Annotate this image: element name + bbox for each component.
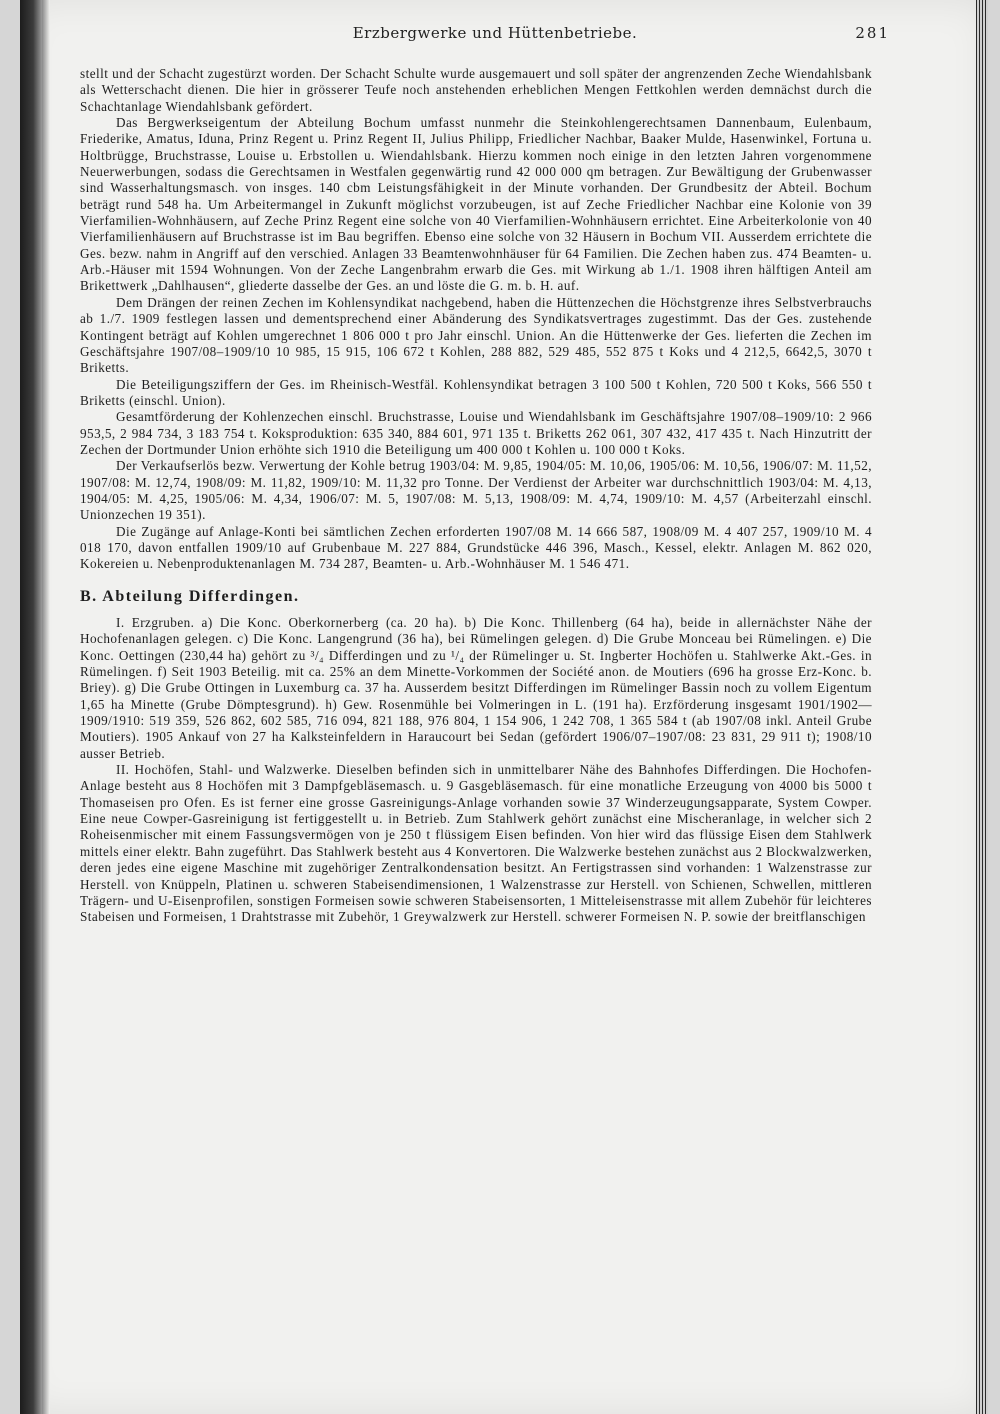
page-gutter	[42, 0, 50, 1414]
paragraph: I. Erzgruben. a) Die Konc. Oberkornerberg (ca. 20 ha). b) Die Konc. Thillenberg (64 ha), beide in allernächster Nähe der Hochofenanlagen gelegen. c) Die Konc. Langengrund (36 ha), bei Rümelingen gelegen. d) Die Grube Monceau bei Rümelingen. e) Die Konc. Oettingen (230,44 ha) gehört zu ³/₄ Differdingen und zu ¹/₄ der Rümelinger u. St. Ingberter Hochöfen u. Stahlwerke Akt.-Ges. in Rümelingen. f) Seit 1903 Beteilig. mit ca. 25% an dem Minette-Vorkommen der Société anon. de Moutiers (696 ha grosse Erz-Konc. b. Briey). g) Die Grube Ottingen in Luxemburg ca. 37 ha. Ausserdem besitzt Differdingen im Rümelinger Bassin noch zu vollem Eigentum 1,65 ha Minette (Grube Dömptesgrund). h) Gew. Rosenmühle bei Volmeringen in L. (191 ha). Erzförderung insgesamt 1901/1902—1909/1910: 519 359, 526 862, 602 585, 716 094, 821 188, 976 804, 1 154 906, 1 242 708, 1 365 584 t (ab 1907/08 inkl. Anteil Grube Moutiers). 1905 Ankauf von 27 ha Kalksteinfeldern in Haraucourt bei Sedan (gefördert 1906/07–1907/08: 23 831, 29 911 t); 1908/10 ausser Betrieb.	[80, 615, 872, 761]
paragraph: II. Hochöfen, Stahl- und Walzwerke. Dieselben befinden sich in unmittelbarer Nähe des Bahnhofes Differdingen. Die Hochofen-Anlage besteht aus 8 Hochöfen mit 3 Dampfgebläsemasch. u. 9 Gasgebläsemasch. für eine monatliche Erzeugung von 4000 bis 5000 t Thomaseisen pro Ofen. Es ist ferner eine grosse Gasreinigungs-Anlage vorhanden sowie 37 Winderzeugungsapparate, System Cowper. Eine neue Cowper-Gasreinigung ist fertiggestellt u. in Betrieb. Zum Stahlwerk gehört zunächst eine Mischeranlage, in welcher sich 2 Roheisenmischer mit einem Fassungsvermögen von je 250 t flüssigem Eisen befinden. Von hier wird das flüssige Eisen dem Stahlwerk mittels einer elektr. Bahn zugeführt. Das Stahlwerk besteht aus 4 Konvertoren. Die Walzwerke bestehen zunächst aus 2 Blockwalzwerken, deren jedes eine eigene Maschine mit zugehöriger Zentralkondensation besitzt. An Fertigstrassen sind vorhanden: 1 Walzenstrasse zur Herstell. von Knüppeln, Platinen u. schweren Stabeisendimensionen, 1 Walzenstrasse zur Herstell. von Schienen, Schwellen, mittleren Trägern- und U-Eisenprofilen, sonstigen Formeisen sowie schweren Stabeisensorten, 1 Mitteleisenstrasse mit allem Zubehör für leichteres Stabeisen und Formeisen, 1 Drahtstrasse mit Zubehör, 1 Greywalzwerk zur Herstell. schwerer Formeisen N. P. sowie der breitflanschigen	[80, 762, 872, 925]
paragraph: stellt und der Schacht zugestürzt worden. Der Schacht Schulte wurde ausgemauert und soll später der angrenzenden Zeche Wiendahlsbank als Wetterschacht dienen. Die hier in grösserer Teufe noch anstehenden erheblichen Mengen Fettkohlen werden demnächst durch die Schachtanlage Wiendahlsbank gefördert.	[80, 66, 872, 114]
paragraph: Dem Drängen der reinen Zechen im Kohlensyndikat nachgebend, haben die Hüttenzechen die Höchstgrenze ihres Selbstverbrauchs ab 1./7. 1909 festlegen lassen und dementsprechend einer Abänderung des Syndikatsvertrages zugestimmt. Das der Ges. zustehende Kontingent beträgt auf Kohlen umgerechnet 1 806 000 t pro Jahr einschl. Union. An die Hüttenwerke der Ges. lieferten die Zechen im Geschäftsjahre 1907/08–1909/10 10 985, 15 915, 106 672 t Kohlen, 288 882, 529 485, 552 875 t Koks und 4 212,5, 6642,5, 3070 t Briketts.	[80, 294, 872, 376]
section-heading: B. Abteilung Differdingen.	[80, 587, 300, 605]
page-header	[100, 24, 890, 50]
page-binding-shadow	[20, 0, 42, 1414]
paragraph: Gesamtförderung der Kohlenzechen einschl. Bruchstrasse, Louise und Wiendahlsbank im Geschäftsjahre 1907/08–1909/10: 2 966 953,5, 2 984 734, 3 183 754 t. Koksproduktion: 635 340, 884 601, 971 135 t. Briketts 262 061, 307 432, 417 435 t. Nach Hinzutritt der Zechen der Dortmunder Union erhöhte sich 1910 die Beteiligung um 400 000 t Kohlen u. 100 000 t Koks.	[80, 409, 872, 457]
paragraph: Der Verkaufserlös bezw. Verwertung der Kohle betrug 1903/04: M. 9,85, 1904/05: M. 10,06, 1905/06: M. 10,56, 1906/07: M. 11,52, 1907/08: M. 12,74, 1908/09: M. 11,82, 1909/10: M. 11,32 pro Tonne. Der Verdienst der Arbeiter war durchschnittlich 1903/04: M. 4,13, 1904/05: M. 4,25, 1905/06: M. 4,34, 1906/07: M. 5, 1907/08: M. 5,13, 1908/09: M. 4,74, 1909/10: M. 4,57 (Arbeiterzahl einschl. Unionzechen 19 351).	[80, 458, 872, 523]
running-title: Erzbergwerke und Hüttenbetriebe.	[352, 24, 638, 42]
body-text	[80, 66, 872, 926]
paragraph: Die Beteiligungsziffern der Ges. im Rheinisch-Westfäl. Kohlensyndikat betragen 3 100 500 t Kohlen, 720 500 t Koks, 566 550 t Briketts (einschl. Union).	[80, 376, 872, 408]
paragraph: Das Bergwerkseigentum der Abteilung Bochum umfasst nunmehr die Steinkohlengerechtsamen Dannenbaum, Eulenbaum, Friederike, Amatus, Iduna, Prinz Regent u. Prinz Regent II, Julius Philipp, Friedlicher Nachbar, Baaker Mulde, Hasenwinkel, Fortuna u. Holtbrügge, Bruchstrasse, Louise u. Erbstollen u. Wiendahlsbank. Hierzu kommen noch einige in den letzten Jahren vorgenommene Neuerwerbungen, sodass die Gerechtsamen in Westfalen gegenwärtig rund 42 000 000 qm betragen. Zur Bewältigung der Grubenwasser sind Wasserhaltungsmasch. von insges. 140 cbm Leistungsfähigkeit in der Minute vorhanden. Der Grundbesitz der Abteil. Bochum beträgt rund 548 ha. Um Arbeitermangel in Zukunft möglichst vorzubeugen, ist auf Zeche Friedlicher Nachbar eine Kolonie von 39 Vierfamilien-Wohnhäusern, auf Zeche Prinz Regent eine solche von 40 Vierfamilien-Wohnhäusern errichtet. Eine Arbeiterkolonie von 40 Vierfamilienhäusern auf Bruchstrasse ist im Bau begriffen. Ebenso eine solche von 32 Häusern in Bochum VII. Ausserdem errichtete die Ges. bezw. nahm in Angriff auf den verschied. Anlagen 33 Beamtenwohnhäuser für 64 Familien. Die Zechen haben zus. 474 Beamten- u. Arb.-Häuser mit 1594 Wohnungen. Von der Zeche Langenbrahm erwarb die Ges. mit Wirkung ab 1./1. 1908 ihren hälftigen Anteil am Brikettwerk „Dahlhausen“, gliederte dasselbe der Ges. an und löste die G. m. b. H. auf.	[80, 115, 872, 294]
page-number: 281	[855, 24, 890, 42]
page-edge-stack	[976, 0, 988, 1414]
paragraph: Die Zugänge auf Anlage-Konti bei sämtlichen Zechen erforderten 1907/08 M. 14 666 587, 1908/09 M. 4 407 257, 1909/10 M. 4 018 170, davon entfallen 1909/10 auf Grubenbaue M. 227 884, Grundstücke 446 396, Masch., Kessel, elektr. Anlagen M. 862 020, Kokereien u. Nebenproduktenanlagen M. 734 287, Beamten- u. Arb.-Wohnhäuser M. 1 546 471.	[80, 523, 872, 572]
